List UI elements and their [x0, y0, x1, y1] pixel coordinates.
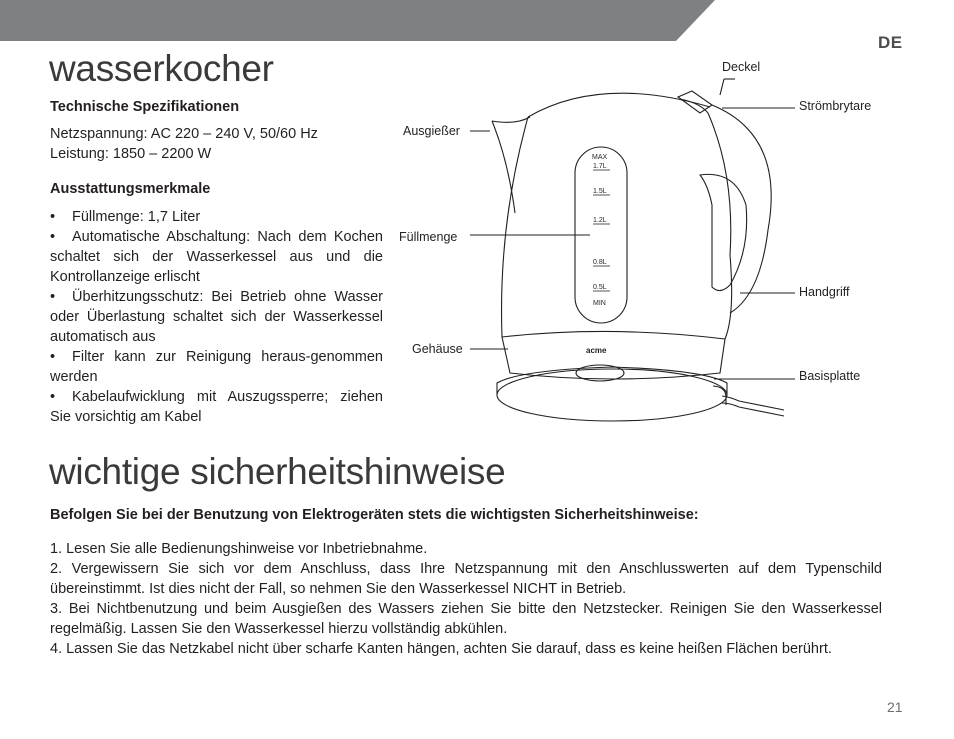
features-list [50, 207, 383, 427]
label-fullmenge: Füllmenge [399, 230, 458, 244]
scale-mark: 1.2L [593, 217, 607, 224]
safety-intro: Befolgen Sie bei der Benutzung von Elektrogeräten stets die wichtigsten Sicherheitshinweise: [50, 507, 699, 523]
label-handgriff: Handgriff [799, 285, 850, 299]
label-gehause: Gehäuse [412, 342, 463, 356]
kettle-diagram [390, 55, 890, 430]
language-badge: DE [878, 33, 903, 52]
safety-list [50, 539, 882, 659]
safety-item: 4. Lassen Sie das Netzkabel nicht über scharfe Kanten hängen, achten Sie darauf, dass es keine heißen Flächen berührt. [50, 641, 832, 657]
page-number: 21 [887, 699, 903, 715]
feature-item: • Überhitzungsschutz: Bei Betrieb ohne Wasser oder Überlastung schaltet sich der Wasserkessel automatisch aus [50, 289, 383, 345]
label-basisplatte: Basisplatte [799, 369, 861, 383]
header-bar [0, 0, 954, 41]
scale-mark: 0.5L [593, 284, 607, 291]
scale-mark: MIN [593, 300, 606, 307]
scale-mark: 1.7L [593, 163, 607, 170]
tech-spec-voltage: Netzspannung: AC 220 – 240 V, 50/60 Hz [50, 126, 318, 142]
tech-spec-heading: Technische Spezifikationen [50, 99, 240, 115]
feature-item: • Filter kann zur Reinigung heraus-genommen werden [50, 349, 383, 385]
feature-item: • Kabelaufwicklung mit Auszugssperre; ziehen Sie vorsichtig am Kabel [50, 389, 383, 425]
brand-logo: acme [586, 346, 607, 355]
scale-mark: MAX [592, 154, 608, 161]
safety-item: 1. Lesen Sie alle Bedienungshinweise vor Inbetriebnahme. [50, 541, 428, 557]
tech-spec-power: Leistung: 1850 – 2200 W [50, 146, 212, 162]
features-heading: Ausstattungsmerkmale [50, 181, 211, 197]
scale-mark: 1.5L [593, 188, 607, 195]
label-deckel: Deckel [722, 60, 761, 74]
safety-item: 3. Bei Nichtbenutzung und beim Ausgießen des Wassers ziehen Sie bitte den Netzstecker. Reinigen Sie den Wasserkessel regelmäßig. Lassen Sie den Wasserkessel hierzu vollständig abkühlen. [50, 601, 882, 637]
safety-item: 2. Vergewissern Sie sich vor dem Anschluss, dass Ihre Netzspannung mit den Anschlusswerten auf dem Typenschild übereinstimmt. Ist dies nicht der Fall, so nehmen Sie den Wasserkessel NICHT in Betrieb. [50, 561, 882, 597]
label-ausgiesser: Ausgießer [403, 124, 460, 138]
feature-item: • Füllmenge: 1,7 Liter [50, 209, 201, 225]
safety-title: wichtige sicherheitshinweise [49, 451, 506, 492]
label-strombrytare: Strömbrytare [799, 99, 872, 113]
scale-mark: 0.8L [593, 259, 607, 266]
feature-item: • Automatische Abschaltung: Nach dem Kochen schaltet sich der Wasserkessel aus und die Kontrollanzeige erlischt [50, 229, 383, 285]
page-title: wasserkocher [49, 48, 274, 89]
